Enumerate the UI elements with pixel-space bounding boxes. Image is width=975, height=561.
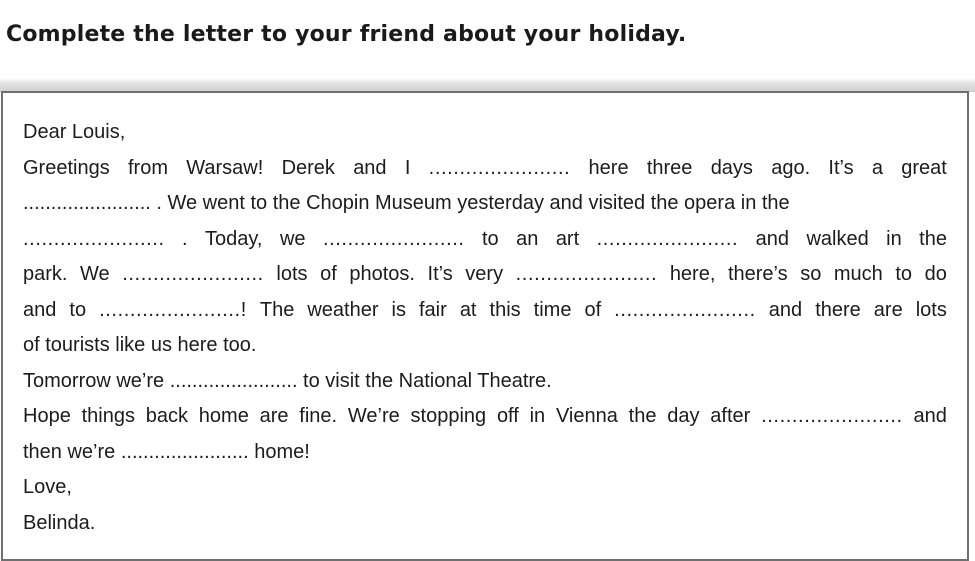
word: It’s <box>828 156 854 179</box>
word: to <box>69 298 87 321</box>
word: art <box>555 227 580 250</box>
word: home <box>198 405 249 427</box>
answer-gap: ....................... <box>596 227 739 250</box>
word: day <box>667 405 700 427</box>
letter-line-1 <box>23 151 947 187</box>
answer-gap: .......................! <box>99 298 247 321</box>
word: of <box>320 263 337 285</box>
word: great <box>901 156 947 179</box>
word: a <box>871 156 883 179</box>
answer-gap: ....................... <box>761 405 903 427</box>
word: time <box>533 298 572 321</box>
answer-gap: ....................... <box>23 227 165 250</box>
word: to <box>482 227 499 250</box>
word: and <box>768 298 803 321</box>
letter-line-2: ....................... . We went to the Chopin Museum yesterday and visited the opera in the <box>23 192 790 214</box>
word: the <box>628 405 657 427</box>
word: so <box>800 263 822 285</box>
word: of <box>584 298 602 321</box>
answer-gap: ....................... <box>428 156 571 179</box>
answer-gap: ....................... <box>322 227 465 250</box>
letter-signature: Belinda. <box>23 511 96 534</box>
word: much <box>833 263 883 285</box>
word: things <box>81 405 135 427</box>
word: walked <box>806 227 869 250</box>
word: lots <box>276 263 308 285</box>
word: in <box>886 227 902 250</box>
word: It’s <box>427 263 453 285</box>
word: very <box>465 263 504 285</box>
word: from <box>127 156 168 179</box>
word: Greetings <box>23 156 110 179</box>
word: there <box>815 298 861 321</box>
word: off <box>496 405 519 427</box>
word: . <box>182 227 188 250</box>
instruction-heading: Complete the letter to your friend about your holiday. <box>6 22 687 47</box>
word: are <box>259 405 289 427</box>
word: at <box>459 298 477 321</box>
page-shadow <box>0 78 975 92</box>
word: The <box>259 298 295 321</box>
letter-closing: Love, <box>23 476 72 498</box>
word: stopping <box>410 405 487 427</box>
letter-line-5 <box>23 293 947 329</box>
answer-gap: ....................... <box>122 263 264 285</box>
word: we <box>279 227 306 250</box>
answer-gap: ....................... <box>515 263 658 285</box>
word: are <box>873 298 903 321</box>
word: ago. <box>771 156 811 179</box>
word: photos. <box>349 263 415 285</box>
word: here, <box>669 263 716 285</box>
word: do <box>924 263 947 285</box>
letter-greeting: Dear Louis, <box>23 121 126 143</box>
letter-line-6: of tourists like us here too. <box>23 334 257 356</box>
word: back <box>145 405 188 427</box>
answer-gap: ....................... <box>614 298 756 321</box>
letter-line-4 <box>23 257 947 293</box>
word: Derek <box>281 156 335 179</box>
word: and <box>913 405 947 427</box>
letter-line-8 <box>23 399 947 435</box>
word: is <box>391 298 406 321</box>
word: Warsaw! <box>186 156 264 179</box>
word: and <box>755 227 790 250</box>
word: Vienna <box>555 405 618 427</box>
word: We’re <box>347 405 400 427</box>
word: and <box>353 156 387 179</box>
letter-line-7: Tomorrow we’re ....................... to visit the National Theatre. <box>23 369 552 392</box>
word: park. <box>23 263 68 285</box>
word: Hope <box>23 405 71 427</box>
word: the <box>919 227 947 250</box>
word: three <box>646 156 693 179</box>
word: weather <box>307 298 379 321</box>
letter-body <box>23 115 947 541</box>
word: days <box>710 156 753 179</box>
word: I <box>404 156 411 179</box>
letter-line-3 <box>23 222 947 258</box>
letter-line-9: then we’re ....................... home! <box>23 440 310 463</box>
word: there’s <box>727 263 788 285</box>
word: fine. <box>299 405 338 427</box>
word: Today, <box>205 227 263 250</box>
word: in <box>529 405 546 427</box>
word: We <box>80 263 110 285</box>
word: here <box>588 156 629 179</box>
word: and <box>23 298 57 321</box>
word: to <box>895 263 913 285</box>
word: an <box>516 227 539 250</box>
word: fair <box>419 298 447 321</box>
word: this <box>489 298 521 321</box>
word: lots <box>915 298 947 321</box>
word: after <box>710 405 751 427</box>
